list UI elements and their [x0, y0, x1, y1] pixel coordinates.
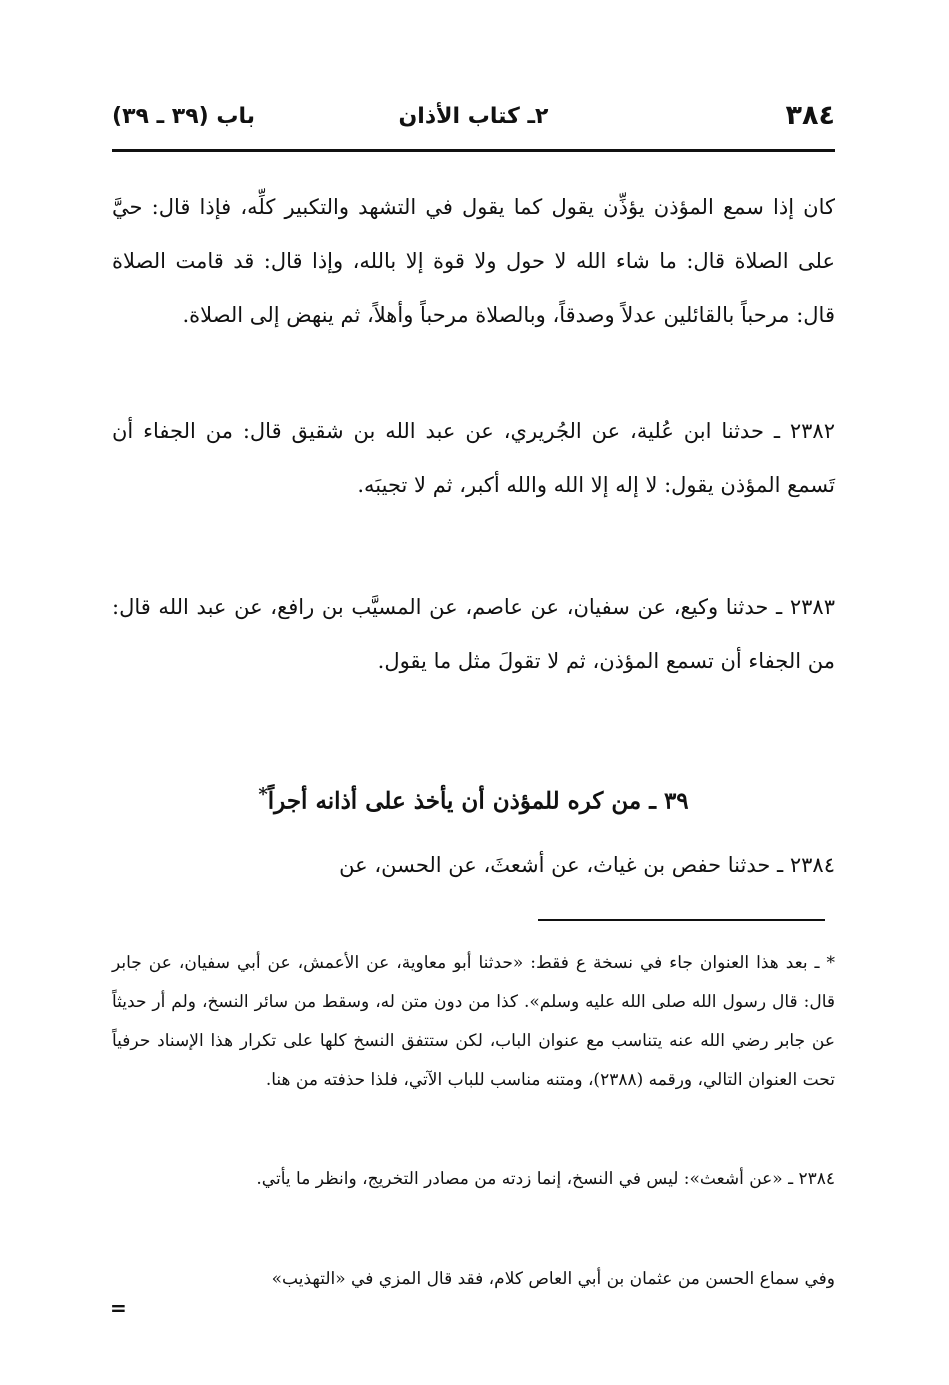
section-heading: [112, 772, 835, 825]
book-title: ٢ـ كتاب الأذان: [398, 104, 549, 129]
paragraph-text: ٢٣٨٢ ـ حدثنا ابن عُلية، عن الجُريري، عن عبد الله بن شقيق قال: من الجفاء أن تَسمع المؤذن يقول: لا إله إلا الله والله أكبر، ثم لا تجيبَه.: [112, 419, 835, 497]
footnote-text: * ـ بعد هذا العنوان جاء في نسخة ع فقط: «حدثنا أبو معاوية، عن الأعمش، عن أبي سفيان، عن جابر قال: قال رسول الله صلى الله عليه وسلم». كذا من دون متن له، وسقط من سائر النسخ، ولم أر حديثاً عن جابر رضي الله عنه يتناسب مع عنوان الباب، لكن ستتفق النسخ كلها على تكرار هذا الإسناد حرفياً تحت العنوان التالي، ورقمه (٢٣٨٨)، ومتنه مناسب للباب الآتي، فلذا حذفته من هنا.: [112, 953, 835, 1090]
paragraph-text: ٢٣٨٤ ـ حدثنا حفص بن غياث، عن أشعثَ، عن الحسن، عن: [339, 853, 835, 877]
paragraph-text: ٢٣٨٣ ـ حدثنا وكيع، عن سفيان، عن عاصم، عن المسيَّب بن رافع، عن عبد الله قال: من الجفاء أن تسمع المؤذن، ثم لا تقولَ مثل ما يقول.: [112, 595, 835, 673]
footnote-separator: [538, 919, 825, 921]
chapter-range: باب (٣٩ ـ ٣٩): [112, 104, 255, 129]
hadith-2383: [112, 580, 835, 688]
paragraph-text: كان إذا سمع المؤذن يؤذِّن يقول كما يقول في التشهد والتكبير كلِّه، فإذا قال: حيَّ على الصلاة قال: ما شاء الله لا حول ولا قوة إلا بالله، وإذا قال: قد قامت الصلاة قال: مرحباً بالقائلين عدلاً وصدقاً، وبالصلاة مرحباً وأهلاً، ثم ينهض إلى الصلاة.: [112, 195, 835, 327]
hadith-2384: [112, 838, 835, 892]
section-heading-text: ٣٩ ـ من كره للمؤذن أن يأخذ على أذانه أجراً: [267, 787, 689, 815]
footnote-text: وفي سماع الحسن من عثمان بن أبي العاص كلام، فقد قال المزي في «التهذيب»: [271, 1269, 835, 1289]
footnote-text: ٢٣٨٤ ـ «عن أشعث»: ليس في النسخ، إنما زدته من مصادر التخريج، وانظر ما يأتي.: [256, 1169, 835, 1189]
header-rule: [112, 149, 835, 152]
hadith-2382: [112, 404, 835, 512]
page-header: [112, 98, 835, 142]
footnote-continued: [112, 1260, 835, 1299]
footnote-marker: *: [258, 784, 268, 805]
footnote-star: [112, 944, 835, 1100]
continuation-mark: =: [110, 1296, 127, 1320]
page-number: ٣٨٤: [785, 100, 835, 131]
paragraph-continuation: [112, 180, 835, 342]
footnote-2384: [112, 1160, 835, 1199]
